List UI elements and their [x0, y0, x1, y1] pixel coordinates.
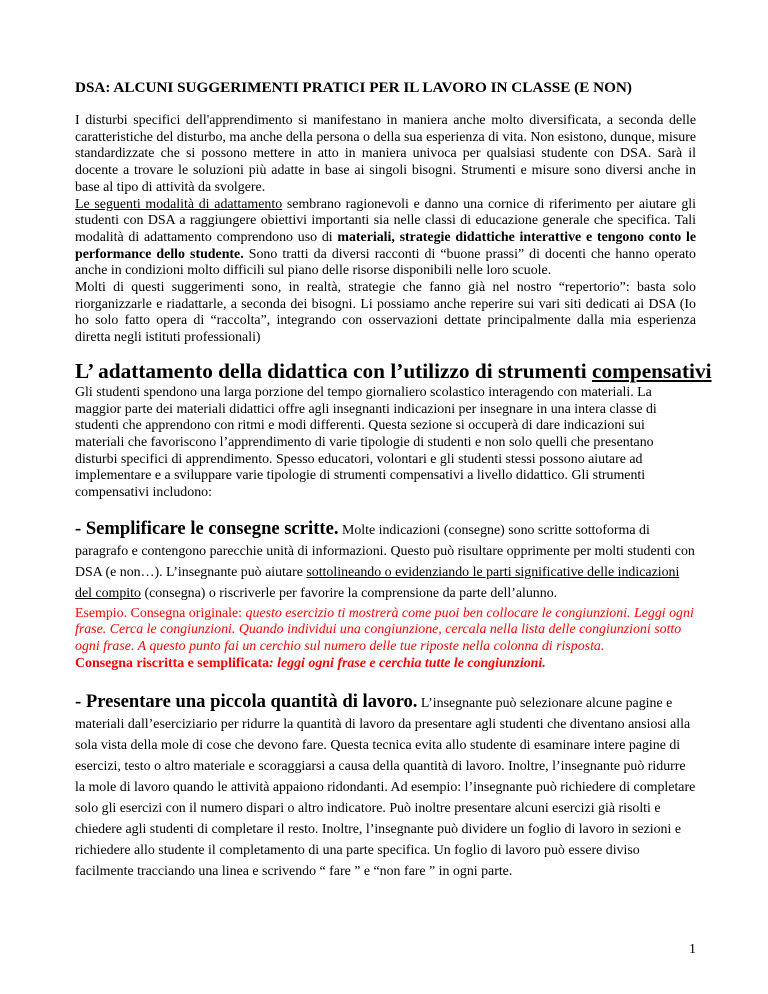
- page-number: 1: [689, 942, 696, 957]
- intro-paragraph-3: Molti di questi suggerimenti sono, in realtà, strategie che fanno già nel nostro “repertorio”: basta solo riorganizzarle e riadattarle, a seconda dei bisogni. Li possiamo anche reperire sui vari siti dedicati ai DSA (Io ho solo fatto opera di “raccolta”, integrando con osservazioni dettate principalmente dalla mia esperienza diretta negli istituti professionali): [75, 280, 696, 346]
- document-title: DSA: ALCUNI SUGGERIMENTI PRATICI PER IL LAVORO IN CLASSE (E NON): [75, 79, 632, 96]
- item-1-underlined: sottolineando o evidenziando le parti significative delle indicazioni del compito: [75, 564, 680, 601]
- intro-paragraph-2: Le seguenti modalità di adattamento sembrano ragionevoli e danno una cornice di riferimento per aiutare gli studenti con DSA a raggiungere obiettivi importanti sia nelle classi di educazione generale che specifica. Tali modalità di adattamento comprendono uso di materiali, strategie didattiche interattive e tengono conto le performance dello studente. Sono tratti da diversi racconti di “buone prassi” di docenti che hanno operato anche in condizioni molto difficili sul piano delle risorse disponibili nelle loro scuole.: [75, 196, 696, 279]
- bold-phrase: materiali, strategie didattiche interattive e tengono conto le performance dello studente.: [75, 229, 696, 262]
- intro-paragraph-1: I disturbi specifici dell'apprendimento si manifestano in maniera anche molto diversificata, a seconda delle caratteristiche del disturbo, ma anche della persona o della sua esperienza di vita. Non esistono, dunque, misure standardizzate che si possono mettere in atto in maniera univoca per qualsiasi studente con DSA. Sarà il docente a trovare le soluzioni più adatte in base ai singoli bisogni. Strumenti e misure sono diversi anche in base al tipo di attività da svolgere.: [75, 113, 696, 195]
- item-2-heading: - Presentare una piccola quantità di lavoro.: [75, 690, 418, 712]
- rewritten-paragraph: Consegna riscritta e semplificata: leggi ogni frase e cerchia tutte le congiunzioni.: [75, 655, 546, 671]
- document-page: [75, 78, 712, 884]
- example-paragraph: Esempio. Consegna originale: questo esercizio ti mostrerà come puoi ben collocare le congiunzioni. Leggi ogni frase. Cerca le congiunzioni. Quando individui una congiunzione, cercala nella lista delle congiunzioni sotto ogni frase. A questo punto fai un cerchio sul numero delle tue riposte nella colonna di risposta.: [75, 605, 694, 655]
- item-2: - Presentare una piccola quantità di lavoro. L’insegnante può selezionare alcune pagine e materiali dall’eserciziario per ridurre la quantità di lavoro da presentare agli studenti che diventano ansiosi alla sola vista della mole di cose che devono fare. Questa tecnica evita allo studente di esaminare intere pagine di esercizi, testo o altro materiale e scoraggiarsi a causa della quantità di lavoro. Inoltre, l’insegnante può ridurre la mole di lavoro quando le attività appaiono ridondanti. Ad esempio: l’insegnante può richiedere di completare solo gli esercizi con il numero dispari o altro indicatore. Può inoltre presentare alcuni esercizi già risolti e chiedere agli studenti di completare il resto. Inoltre, l’insegnante può dividere un foglio di lavoro in sezioni e richiedere allo studente il completamento di una parte specifica. Un foglio di lavoro può essere diviso facilmente tracciando una linea e scrivendo “ fare ” e “non fare ” in ogni parte.: [75, 690, 696, 879]
- item-1: - Semplificare le consegne scritte. Molte indicazioni (consegne) sono scritte sottoforma di paragrafo e contengono parecchie unità di informazioni. Questo può risultare opprimente per molti studenti con DSA (e non…). L’insegnante può aiutare sottolineando o evidenziando le parti significative delle indicazioni del compito (consegna) o riscriverle per favorire la comprensione da parte dell’alunno.: [75, 517, 695, 601]
- section-heading: L’ adattamento della didattica con l’utilizzo di strumenti compensativi: [75, 358, 712, 383]
- item-1-heading: - Semplificare le consegne scritte.: [75, 517, 339, 539]
- section-body: Gli studenti spendono una larga porzione del tempo giornaliero scolastico interagendo con materiali. La maggior parte dei materiali didattici offre agli insegnanti indicazioni per insegnare in una intera classe di studenti che apprendono con ritmi e modi differenti. Questa sezione si occuperà di dare indicazioni sui materiali che favoriscono l’apprendimento di varie tipologie di studenti e non solo quelli che presentano disturbi specifici di apprendimento. Spesso educatori, volontari e gli studenti stessi possono aiutare ad implementare e a sviluppare varie tipologie di strumenti compensativi a livello didattico. Gli strumenti compensativi includono:: [75, 384, 657, 501]
- underlined-phrase: Le seguenti modalità di adattamento: [75, 196, 283, 212]
